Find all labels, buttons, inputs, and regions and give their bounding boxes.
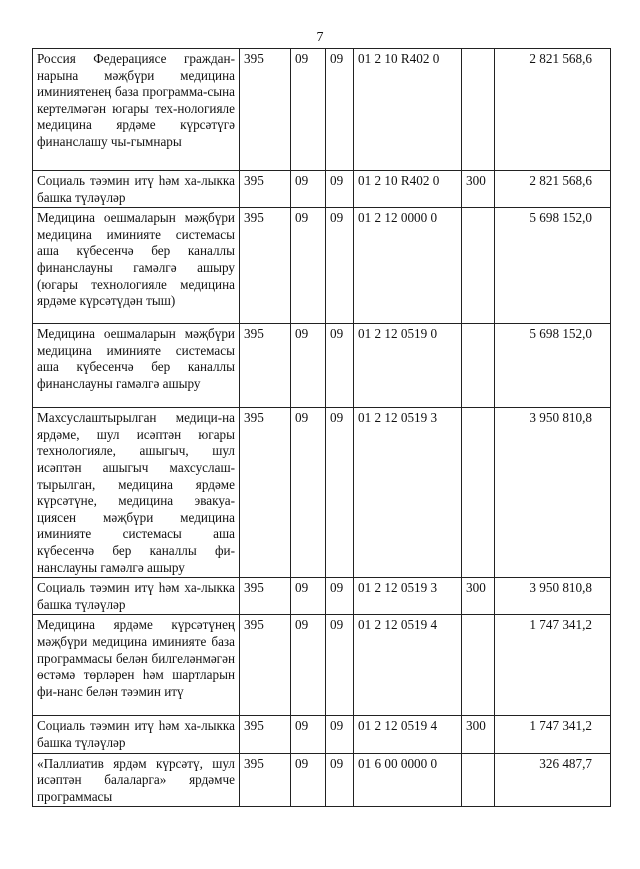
amount-cell: 5 698 152,0 (495, 324, 611, 408)
admin-code-cell: 395 (240, 208, 291, 324)
section-cell: 09 (291, 171, 326, 208)
amount-cell: 1 747 341,2 (495, 615, 611, 716)
row-name-cell: «Паллиатив ярдәм күрсәтү, шул исәптән балаларга» ярдәмче программасы (33, 753, 240, 807)
row-name-cell: Махсуслаштырылган медици-на ярдәме, шул исәптән югары технологияле, ашыгыч, шул исәптән ашыгыч махсуслаш-тырылган, медицина ярдәме күрсәтүне, медицина эвакуа-циясен мәҗбүри медицина иминияте системасы аша күбесенчә бер каналлы фи-нанслауны гамәлгә ашыру (33, 408, 240, 578)
admin-code-cell: 395 (240, 753, 291, 807)
admin-code-cell: 395 (240, 171, 291, 208)
section-cell: 09 (291, 49, 326, 171)
expense-type-cell (462, 324, 495, 408)
admin-code-cell: 395 (240, 408, 291, 578)
amount-cell: 3 950 810,8 (495, 408, 611, 578)
subsection-cell: 09 (326, 324, 354, 408)
amount-cell: 3 950 810,8 (495, 578, 611, 615)
expense-type-cell (462, 49, 495, 171)
subsection-cell: 09 (326, 716, 354, 753)
section-cell: 09 (291, 615, 326, 716)
target-code-cell: 01 2 12 0000 0 (354, 208, 462, 324)
target-code-cell: 01 2 10 R402 0 (354, 171, 462, 208)
amount-cell: 2 821 568,6 (495, 49, 611, 171)
section-cell: 09 (291, 208, 326, 324)
table-row (33, 615, 611, 716)
target-code-cell: 01 6 00 0000 0 (354, 753, 462, 807)
subsection-cell: 09 (326, 753, 354, 807)
table-row (33, 753, 611, 807)
admin-code-cell: 395 (240, 716, 291, 753)
table-row (33, 578, 611, 615)
subsection-cell: 09 (326, 578, 354, 615)
expense-type-cell: 300 (462, 578, 495, 615)
expense-type-cell: 300 (462, 171, 495, 208)
target-code-cell: 01 2 12 0519 4 (354, 716, 462, 753)
row-name-cell: Социаль тәэмин итү һәм ха-лыкка башка түләүләр (33, 171, 240, 208)
amount-cell: 326 487,7 (495, 753, 611, 807)
table-row (33, 171, 611, 208)
row-name-cell: Социаль тәэмин итү һәм ха-лыкка башка түләүләр (33, 716, 240, 753)
target-code-cell: 01 2 12 0519 0 (354, 324, 462, 408)
subsection-cell: 09 (326, 615, 354, 716)
amount-cell: 2 821 568,6 (495, 171, 611, 208)
table-row (33, 716, 611, 753)
expense-type-cell (462, 753, 495, 807)
row-name-cell: Медицина оешмаларын мәҗбүри медицина иминияте системасы аша күбесенчә бер каналлы финанслауны гамәлгә ашыру (33, 324, 240, 408)
subsection-cell: 09 (326, 208, 354, 324)
subsection-cell: 09 (326, 49, 354, 171)
section-cell: 09 (291, 753, 326, 807)
subsection-cell: 09 (326, 171, 354, 208)
expense-type-cell (462, 408, 495, 578)
row-name-cell: Медицина ярдәме күрсәтүнең мәҗбүри медицина иминияте база программасы белән билгеләнмәгән өстәмә төрләрен һәм шартларын фи-нанс белән тәэмин итү (33, 615, 240, 716)
target-code-cell: 01 2 12 0519 4 (354, 615, 462, 716)
target-code-cell: 01 2 10 R402 0 (354, 49, 462, 171)
amount-cell: 5 698 152,0 (495, 208, 611, 324)
target-code-cell: 01 2 12 0519 3 (354, 408, 462, 578)
table-row (33, 208, 611, 324)
amount-cell: 1 747 341,2 (495, 716, 611, 753)
admin-code-cell: 395 (240, 324, 291, 408)
admin-code-cell: 395 (240, 615, 291, 716)
expense-type-cell (462, 615, 495, 716)
expense-type-cell: 300 (462, 716, 495, 753)
admin-code-cell: 395 (240, 578, 291, 615)
section-cell: 09 (291, 716, 326, 753)
table-row (33, 324, 611, 408)
admin-code-cell: 395 (240, 49, 291, 171)
section-cell: 09 (291, 324, 326, 408)
page-number: 7 (316, 30, 324, 45)
budget-table (32, 48, 611, 807)
table-row (33, 408, 611, 578)
table-row (33, 49, 611, 171)
section-cell: 09 (291, 578, 326, 615)
target-code-cell: 01 2 12 0519 3 (354, 578, 462, 615)
expense-type-cell (462, 208, 495, 324)
section-cell: 09 (291, 408, 326, 578)
row-name-cell: Социаль тәэмин итү һәм ха-лыкка башка түләүләр (33, 578, 240, 615)
subsection-cell: 09 (326, 408, 354, 578)
row-name-cell: Россия Федерациясе граждан-нарына мәҗбүри медицина иминиятенең база программа-сына кертелмәгән югары тех-нологияле медицина ярдәме күрсәтүгә финанслашу чы-гымнары (33, 49, 240, 171)
row-name-cell: Медицина оешмаларын мәҗбүри медицина иминияте системасы аша күбесенчә бер каналлы финанслауны гамәлгә ашыру (югары технологияле медицина ярдәме күрсәтүдән тыш) (33, 208, 240, 324)
